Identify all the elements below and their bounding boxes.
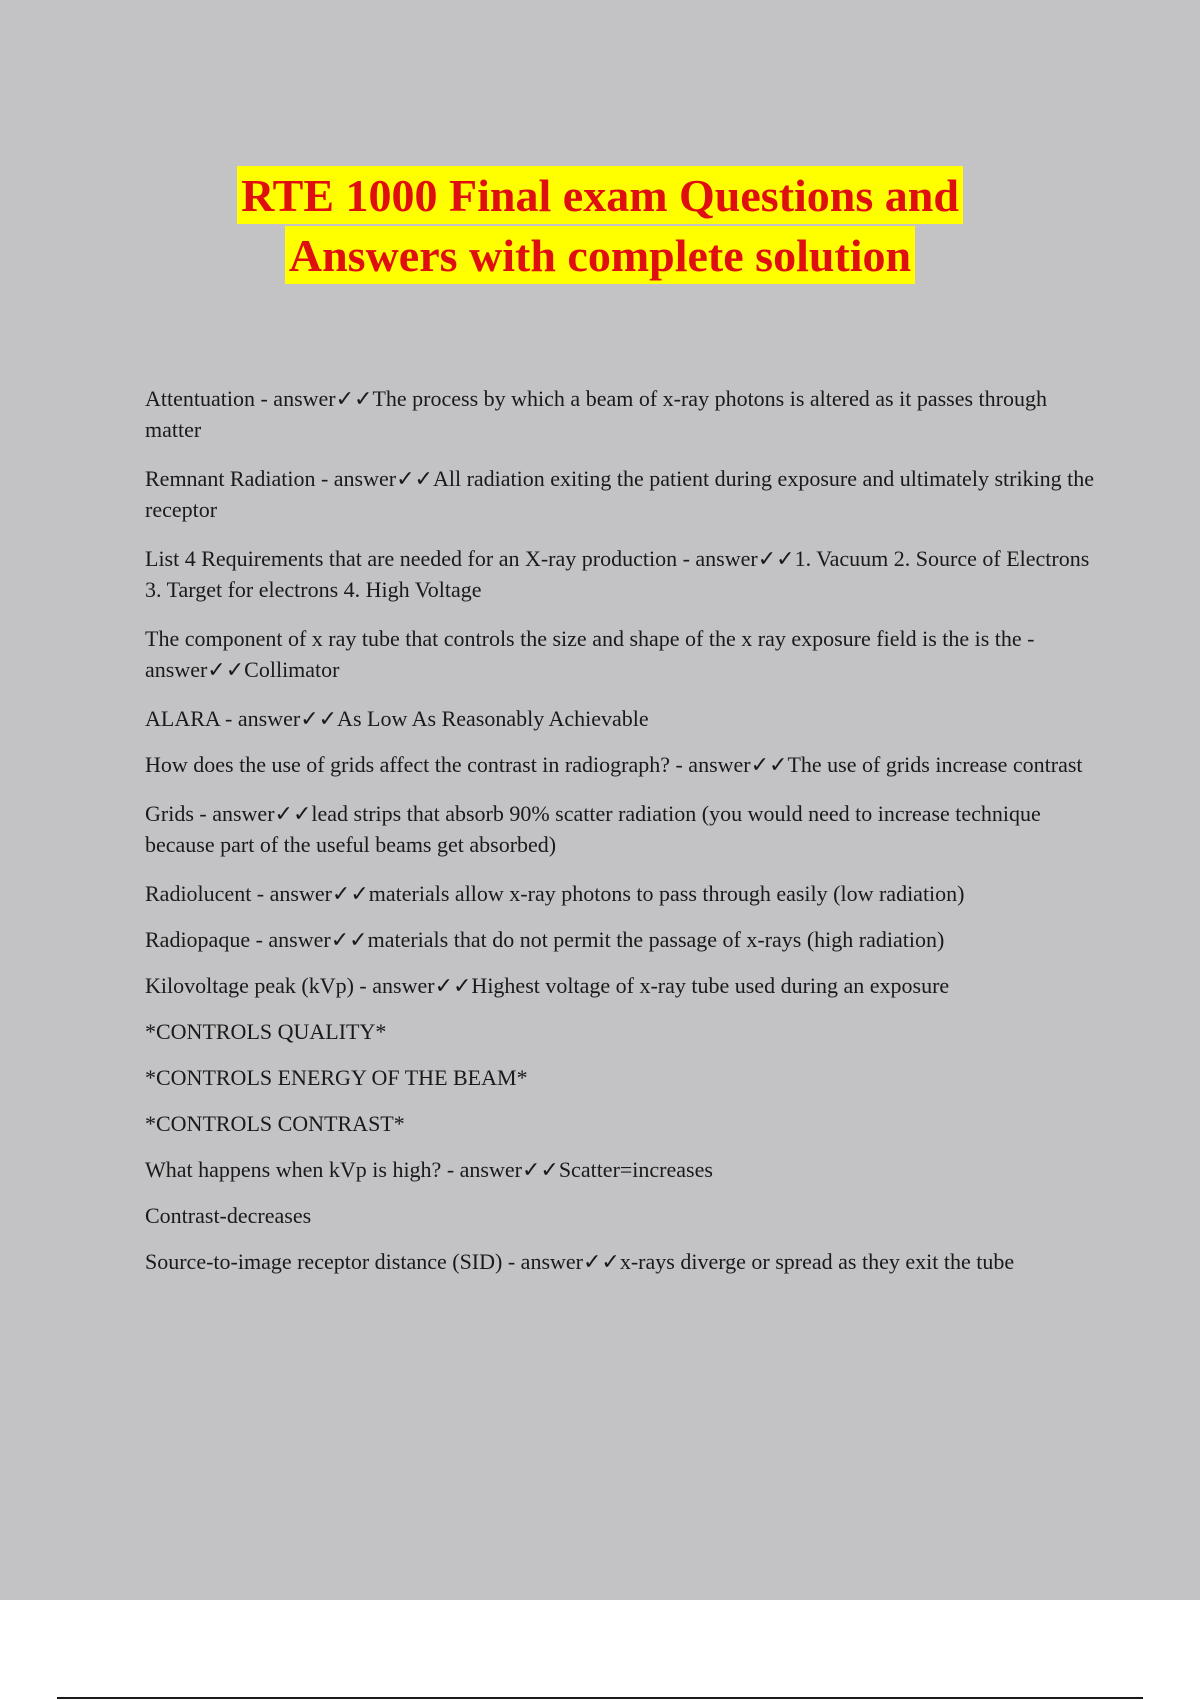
qa-radiolucent: Radiolucent - answer✓✓materials allow x-ray photons to pass through easily (low radiation) — [145, 881, 965, 906]
qa-grids-contrast: How does the use of grids affect the contrast in radiograph? - answer✓✓The use of grids increase contrast — [145, 752, 1083, 777]
note-controls-energy: *CONTROLS ENERGY OF THE BEAM* — [145, 1065, 528, 1090]
qa-attenuation: Attentuation - answer✓✓The process by which a beam of x-ray photons is altered as it passes through matter — [145, 386, 1047, 442]
qa-remnant-radiation: Remnant Radiation - answer✓✓All radiation exiting the patient during exposure and ultimately striking the receptor — [145, 466, 1095, 522]
footer-divider — [57, 1697, 1143, 1699]
qa-collimator: The component of x ray tube that controls the size and shape of the x ray exposure field is the is the - answer✓✓Collimator — [145, 626, 1035, 682]
qa-alara: ALARA - answer✓✓As Low As Reasonably Achievable — [145, 706, 649, 731]
qa-grids: Grids - answer✓✓lead strips that absorb 90% scatter radiation (you would need to increase technique because part of the useful beams get absorbed) — [145, 801, 1041, 857]
page-title — [0, 166, 1200, 286]
title-line-2: Answers with complete solution — [285, 226, 915, 284]
note-contrast-decreases: Contrast-decreases — [145, 1203, 312, 1228]
qa-kvp-high: What happens when kVp is high? - answer✓✓Scatter=increases — [145, 1157, 713, 1182]
qa-radiopaque: Radiopaque - answer✓✓materials that do not permit the passage of x-rays (high radiation) — [145, 927, 945, 952]
qa-kvp: Kilovoltage peak (kVp) - answer✓✓Highest voltage of x-ray tube used during an exposure — [145, 973, 950, 998]
qa-list — [145, 383, 1095, 1295]
qa-xray-requirements: List 4 Requirements that are needed for an X-ray production - answer✓✓1. Vacuum 2. Source of Electrons 3. Target for electrons 4. High Voltage — [145, 546, 1090, 602]
note-controls-contrast: *CONTROLS CONTRAST* — [145, 1111, 405, 1136]
note-controls-quality: *CONTROLS QUALITY* — [145, 1019, 387, 1044]
title-line-1: RTE 1000 Final exam Questions and — [237, 166, 963, 224]
qa-sid: Source-to-image receptor distance (SID) - answer✓✓x-rays diverge or spread as they exit the tube — [145, 1249, 1015, 1274]
